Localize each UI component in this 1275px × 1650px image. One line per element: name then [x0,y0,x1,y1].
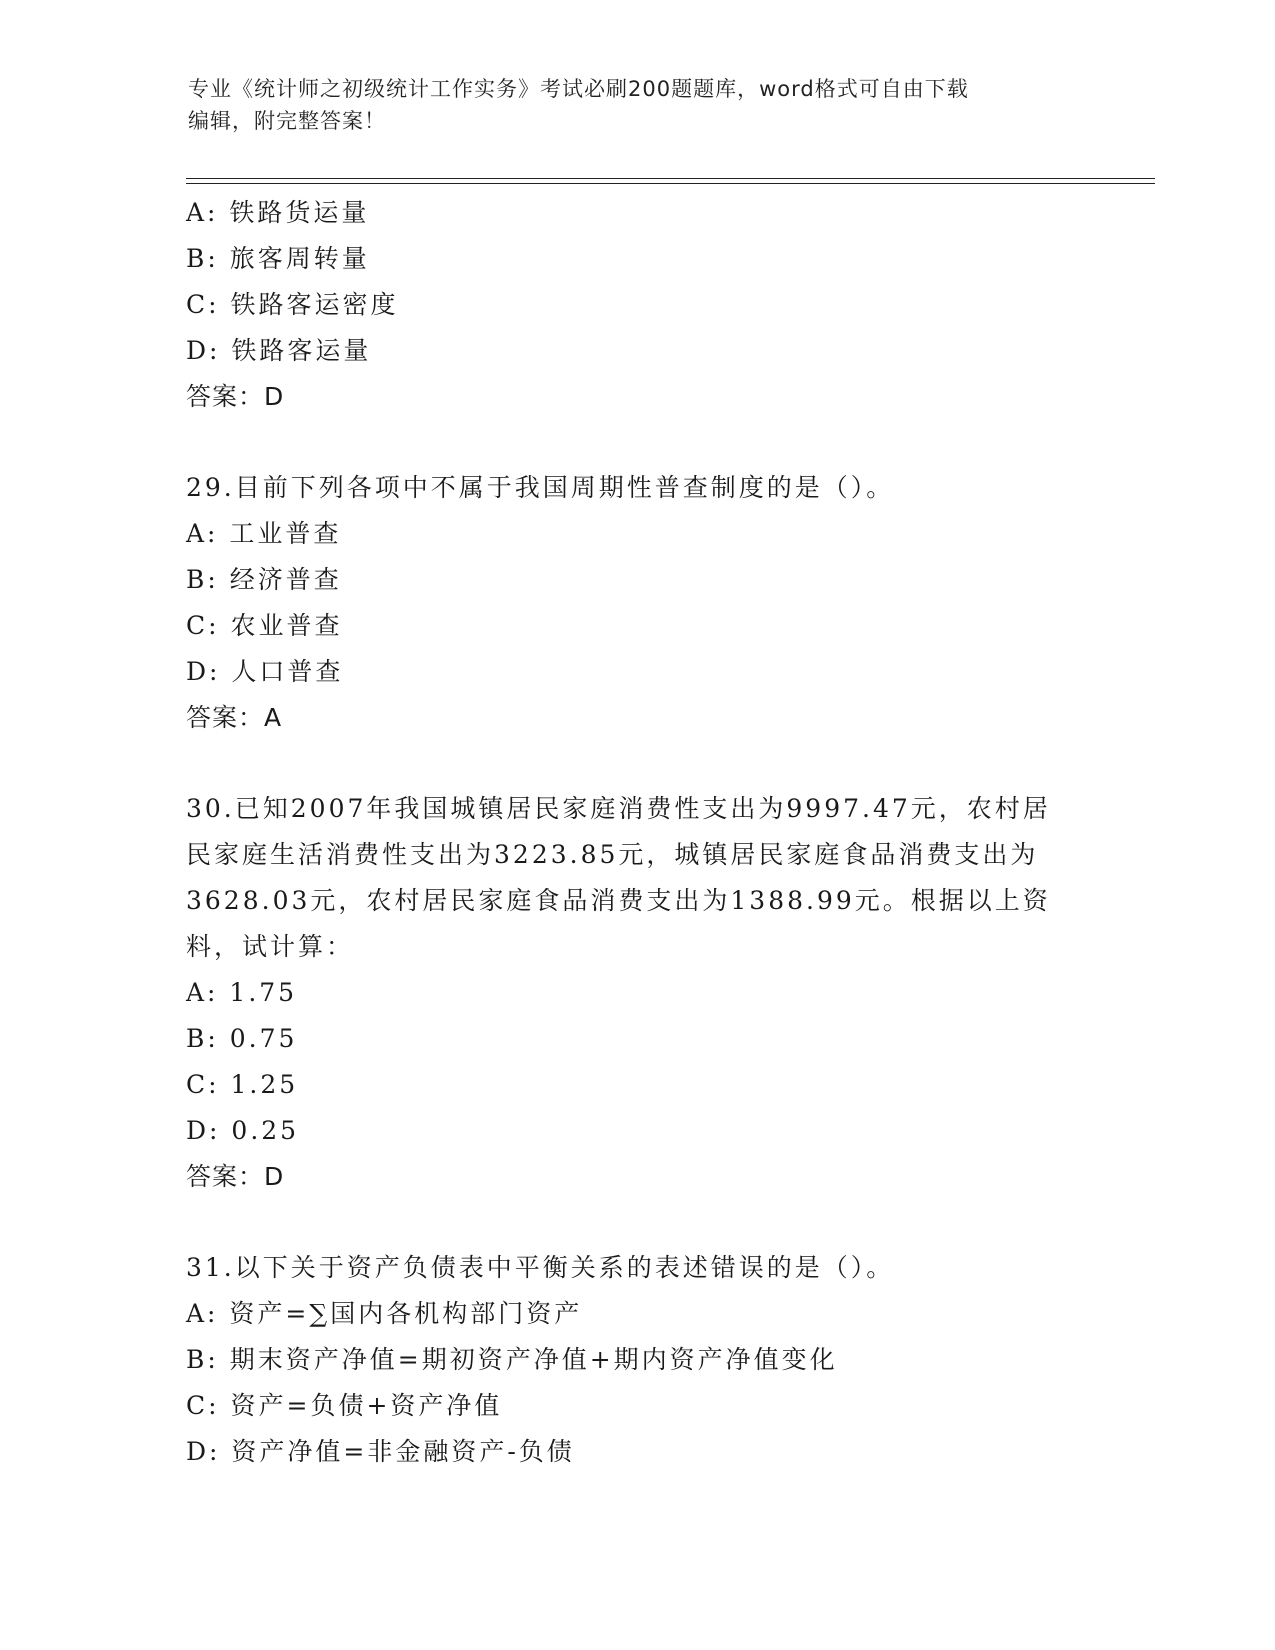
option-b: B: 期末资产净值=期初资产净值+期内资产净值变化 [186,1345,838,1374]
header-divider-bottom [186,183,1155,184]
option-a: A: 1.75 [186,978,298,1007]
question-stem [186,786,1086,970]
question-29 [186,465,1086,741]
option-c: C: 铁路客运密度 [186,290,399,319]
option-d: D: 0.25 [186,1116,300,1145]
question-31 [186,1245,1086,1475]
question-stem-line: 民家庭生活消费性支出为3223.85元，城镇居民家庭食品消费支出为 [186,840,1039,869]
answer: 答案：D [186,1162,285,1191]
header-divider-top [186,178,1155,179]
answer: 答案：D [186,382,285,411]
option-a: A: 资产=∑国内各机构部门资产 [186,1299,583,1328]
question-stem-line: 料，试计算： [186,932,355,961]
question-spacer [186,1200,1086,1245]
option-d: D: 人口普查 [186,657,344,686]
question-28 [186,190,1086,420]
question-stem-line: 30.已知2007年我国城镇居民家庭消费性支出为9997.47元，农村居 [186,794,1051,823]
option-c: C: 农业普查 [186,611,343,640]
document-header [188,73,1088,137]
option-b: B: 旅客周转量 [186,244,370,273]
header-title-line-1: 专业《统计师之初级统计工作实务》考试必刷200题题库，word格式可自由下载 [188,77,969,101]
question-30 [186,786,1086,1200]
question-stem: 29.目前下列各项中不属于我国周期性普查制度的是（）。 [186,473,895,502]
option-b: B: 经济普查 [186,565,342,594]
option-b: B: 0.75 [186,1024,298,1053]
question-list [186,190,1086,1475]
answer: 答案：A [186,703,283,732]
option-d: D: 资产净值=非金融资产-负债 [186,1437,575,1466]
question-stem-line: 3628.03元，农村居民家庭食品消费支出为1388.99元。根据以上资 [186,886,1051,915]
option-c: C: 1.25 [186,1070,299,1099]
option-d: D: 铁路客运量 [186,336,372,365]
question-spacer [186,420,1086,465]
question-spacer [186,741,1086,786]
option-c: C: 资产=负债+资产净值 [186,1391,503,1420]
option-a: A: 铁路货运量 [186,198,370,227]
question-stem: 31.以下关于资产负债表中平衡关系的表述错误的是（）。 [186,1253,895,1282]
option-a: A: 工业普查 [186,519,342,548]
header-title-line-2: 编辑，附完整答案！ [188,109,386,133]
